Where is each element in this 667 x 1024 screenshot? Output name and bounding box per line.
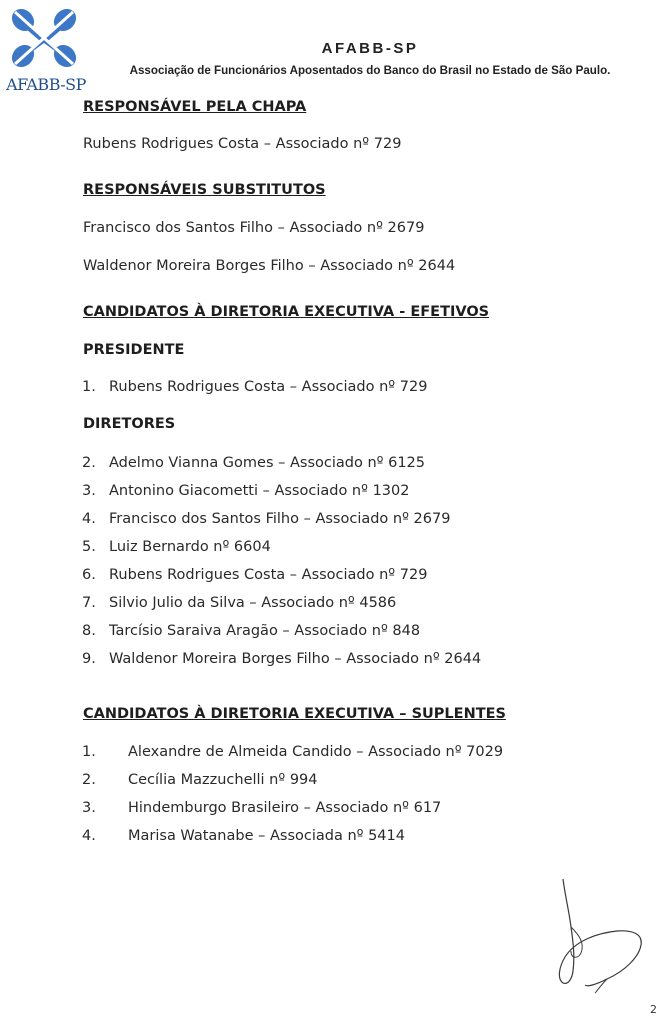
suplente-item: [82, 800, 441, 816]
signature: [535, 875, 650, 995]
suplentes-heading: CANDIDATOS À DIRETORIA EXECUTIVA – SUPLENTES: [83, 706, 506, 722]
item-number: 3.: [82, 483, 96, 499]
efetivos-heading: CANDIDATOS À DIRETORIA EXECUTIVA - EFETIVOS: [83, 304, 490, 320]
item-name: Alexandre de Almeida Candido – Associado nº 7029: [128, 744, 504, 760]
org-full-name: Associação de Funcionários Aposentados do Banco do Brasil no Estado de São Paulo.: [129, 64, 611, 77]
page-number: 2: [650, 1003, 657, 1016]
logo-x-icon: [7, 6, 81, 70]
item-number: 1.: [82, 379, 96, 395]
item-name: Rubens Rodrigues Costa – Associado nº 729: [109, 379, 428, 395]
diretor-item: [82, 595, 396, 611]
diretor-item: [82, 511, 450, 527]
suplente-item: [82, 772, 318, 788]
diretor-item: [82, 539, 271, 555]
item-number: 4.: [82, 511, 96, 527]
item-number: 2.: [82, 772, 96, 788]
item-name: Antonino Giacometti – Associado nº 1302: [109, 483, 410, 499]
presidente-item: [82, 379, 427, 395]
logo-text: AFABB-SP: [6, 75, 86, 94]
item-name: Francisco dos Santos Filho – Associado nº 2679: [109, 511, 451, 527]
item-name: Rubens Rodrigues Costa – Associado nº 729: [109, 567, 428, 583]
suplente-item: [82, 744, 503, 760]
suplente-item: [82, 828, 405, 844]
diretor-item: [82, 483, 409, 499]
item-name: Silvio Julio da Silva – Associado nº 4586: [109, 595, 397, 611]
item-name: Adelmo Vianna Gomes – Associado nº 6125: [109, 455, 425, 471]
diretor-item: [82, 623, 420, 639]
substitutos-heading: RESPONSÁVEIS SUBSTITUTOS: [83, 182, 326, 198]
item-number: 1.: [82, 744, 96, 760]
item-number: 5.: [82, 539, 96, 555]
item-number: 8.: [82, 623, 96, 639]
responsavel-heading: RESPONSÁVEL PELA CHAPA: [83, 99, 307, 115]
item-name: Luiz Bernardo nº 6604: [109, 539, 271, 555]
item-number: 4.: [82, 828, 96, 844]
item-name: Waldenor Moreira Borges Filho – Associado nº 2644: [109, 651, 482, 667]
org-name: AFABB-SP: [321, 40, 419, 57]
substituto-item: Waldenor Moreira Borges Filho – Associado nº 2644: [83, 258, 456, 274]
item-name: Hindemburgo Brasileiro – Associado nº 617: [128, 800, 442, 816]
item-name: Cecília Mazzuchelli nº 994: [128, 772, 318, 788]
diretor-item: [82, 455, 425, 471]
diretores-label: DIRETORES: [83, 416, 176, 432]
item-name: Marisa Watanabe – Associada nº 5414: [128, 828, 405, 844]
item-number: 3.: [82, 800, 96, 816]
item-number: 6.: [82, 567, 96, 583]
presidente-label: PRESIDENTE: [83, 342, 185, 358]
item-name: Tarcísio Saraiva Aragão – Associado nº 848: [109, 623, 421, 639]
afabb-logo: [4, 6, 84, 94]
responsavel-name: Rubens Rodrigues Costa – Associado nº 729: [83, 136, 402, 152]
diretor-item: [82, 651, 481, 667]
item-number: 2.: [82, 455, 96, 471]
diretor-item: [82, 567, 427, 583]
substituto-item: Francisco dos Santos Filho – Associado nº 2679: [83, 220, 425, 236]
item-number: 9.: [82, 651, 96, 667]
item-number: 7.: [82, 595, 96, 611]
